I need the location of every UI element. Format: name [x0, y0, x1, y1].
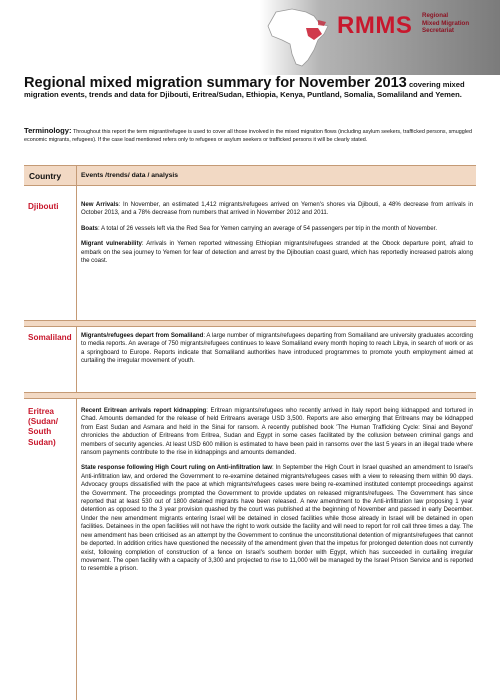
terminology-note — [24, 127, 476, 144]
row-separator — [24, 320, 476, 327]
eritrea-events — [81, 407, 473, 581]
list-item: Migrant vulnerability: Arrivals in Yemen reported witnessing Ethiopian migrants/refugees stranded at the Obock departure point, afraid to embark on the sea journey to Yemen for fear of detection and arrest by the Djiboutian coast guard, which has reportedly increased patrols along the coast. — [81, 240, 473, 265]
header-banner — [0, 0, 500, 75]
country-eritrea: Eritrea (Sudan/ South Sudan) — [28, 407, 59, 447]
title-rest: covering mixed migration events, trends and data for Djibouti, Eritrea/Sudan, Ethiopia, Kenya, Puntland, Somalia, Somaliland and Yemen. — [24, 80, 465, 99]
djibouti-events — [81, 201, 473, 272]
column-divider — [76, 165, 77, 700]
list-item: New Arrivals: In November, an estimated 1,412 migrants/refugees arrived on Yemen's shores via Djibouti, a 48% decrease from arrivals in October 2013, and a 78% decrease from numbers that arrived in November 2012 and 2011. — [81, 201, 473, 217]
header-country: Country — [29, 171, 62, 181]
header-events: Events /trends/ data / analysis — [81, 172, 179, 179]
title-main: Regional mixed migration summary for November 2013 — [24, 75, 407, 91]
page-title — [24, 75, 480, 100]
list-item: Recent Eritrean arrivals report kidnapping: Eritrean migrants/refugees who recently arrived in Italy report being kidnapped and tortured in Chad. Amounts demanded for the release of held Eritreans average USD 3,500. Reports are also emerging that Eritreans may be kidnapped from East Sudan and Asmara and held in the Sinai for ransom. A recently published book 'The Human Trafficking Cycle: Sinai and Beyond' chronicles the abduction of Eritreans from Eritrea, Sudan and Egypt in some cases facilitated by the collusion between criminal gangs and members of security agencies. At least USD 600 million is estimated to have been paid in ransoms over the last 5 years in an illegal trade where ransom payments contribute to the rise in kidnappings and amounts demanded. — [81, 407, 473, 457]
country-djibouti: Djibouti — [28, 202, 59, 211]
summary-table — [24, 165, 476, 700]
list-item: Boats: A total of 26 vessels left via the Red Sea for Yemen carrying an average of 54 passengers per trip in the month of November. — [81, 224, 438, 232]
africa-map-icon — [262, 6, 334, 70]
row-separator — [24, 392, 476, 399]
rmms-logo: RMMS — [337, 12, 413, 39]
somaliland-events — [81, 332, 473, 373]
terminology-text: Throughout this report the term migrant/refugee is used to cover all those involved in the mixed migration flows (including asylum seekers, trafficked persons, smuggled economic migrants, refugees). If the case load mentioned refers only to refugees or asylum seekers or trafficked persons it will be clearly stated. — [24, 129, 472, 143]
country-somaliland: Somaliland — [28, 333, 72, 342]
list-item: Migrants/refugees depart from Somaliland: A large number of migrants/refugees departing from Somaliland are university graduates according to media reports. An average of 750 migrants/refugees continues to leave Somaliland every month hoping to reach Libya, in search of work or as a springboard to Europe. Reports indicate that Somaliland authorities have introduced programmes to promote youth employment aimed at curtailing the irregular movement of youth. — [81, 332, 473, 365]
terminology-label: Terminology: — [24, 126, 72, 135]
list-item: State response following High Court ruling on Anti-infiltration law: In September the High Court in Israel quashed an amendment to Israel's Anti-infiltration law, and ordered the Government to re-examine detained migrants/refugees cases with a view to releasing them within 90 days. Advocacy groups dissatisfied with the pace at which migrants/refugees cases were being re-examined instituted contempt proceedings against the Government. The proceedings prompted the Government to provide updates on released migrants/refugees. The Government has since reported that at least 530 out of 1800 detained migrants have been released. A new amendment to the Anti-infiltration law proposing 1 year detention as opposed to the 3 year provision quashed by the court was published at the beginning of November and passed in early December. Under the new amendment migrants entering Israel will be detained in closed facilities while those already in Israel will be detained in open facilities. Detainees in the open facilities will not have the right to work outside the facility and will need to report for roll call three times a day. The new amendment has been criticised as an attempt by the Government to continue the unconstitutional detention of migrants/refugees that cannot be deported. In addition critics have questioned the necessity of the amendment given that the impetus for prolonged detention does not currently exist, following completion of construction of a fence on Israel's southern border with Egypt, which has succeeded in curtailing irregular movement. The open facility with a capacity of 3,300 and projected to rise to 11,000 will be managed by the Israel Prison Service and is reported to resemble a prison. — [81, 464, 473, 573]
table-header-row — [24, 165, 476, 186]
logo-subtitle: Regional Mixed Migration Secretariat — [422, 12, 470, 35]
